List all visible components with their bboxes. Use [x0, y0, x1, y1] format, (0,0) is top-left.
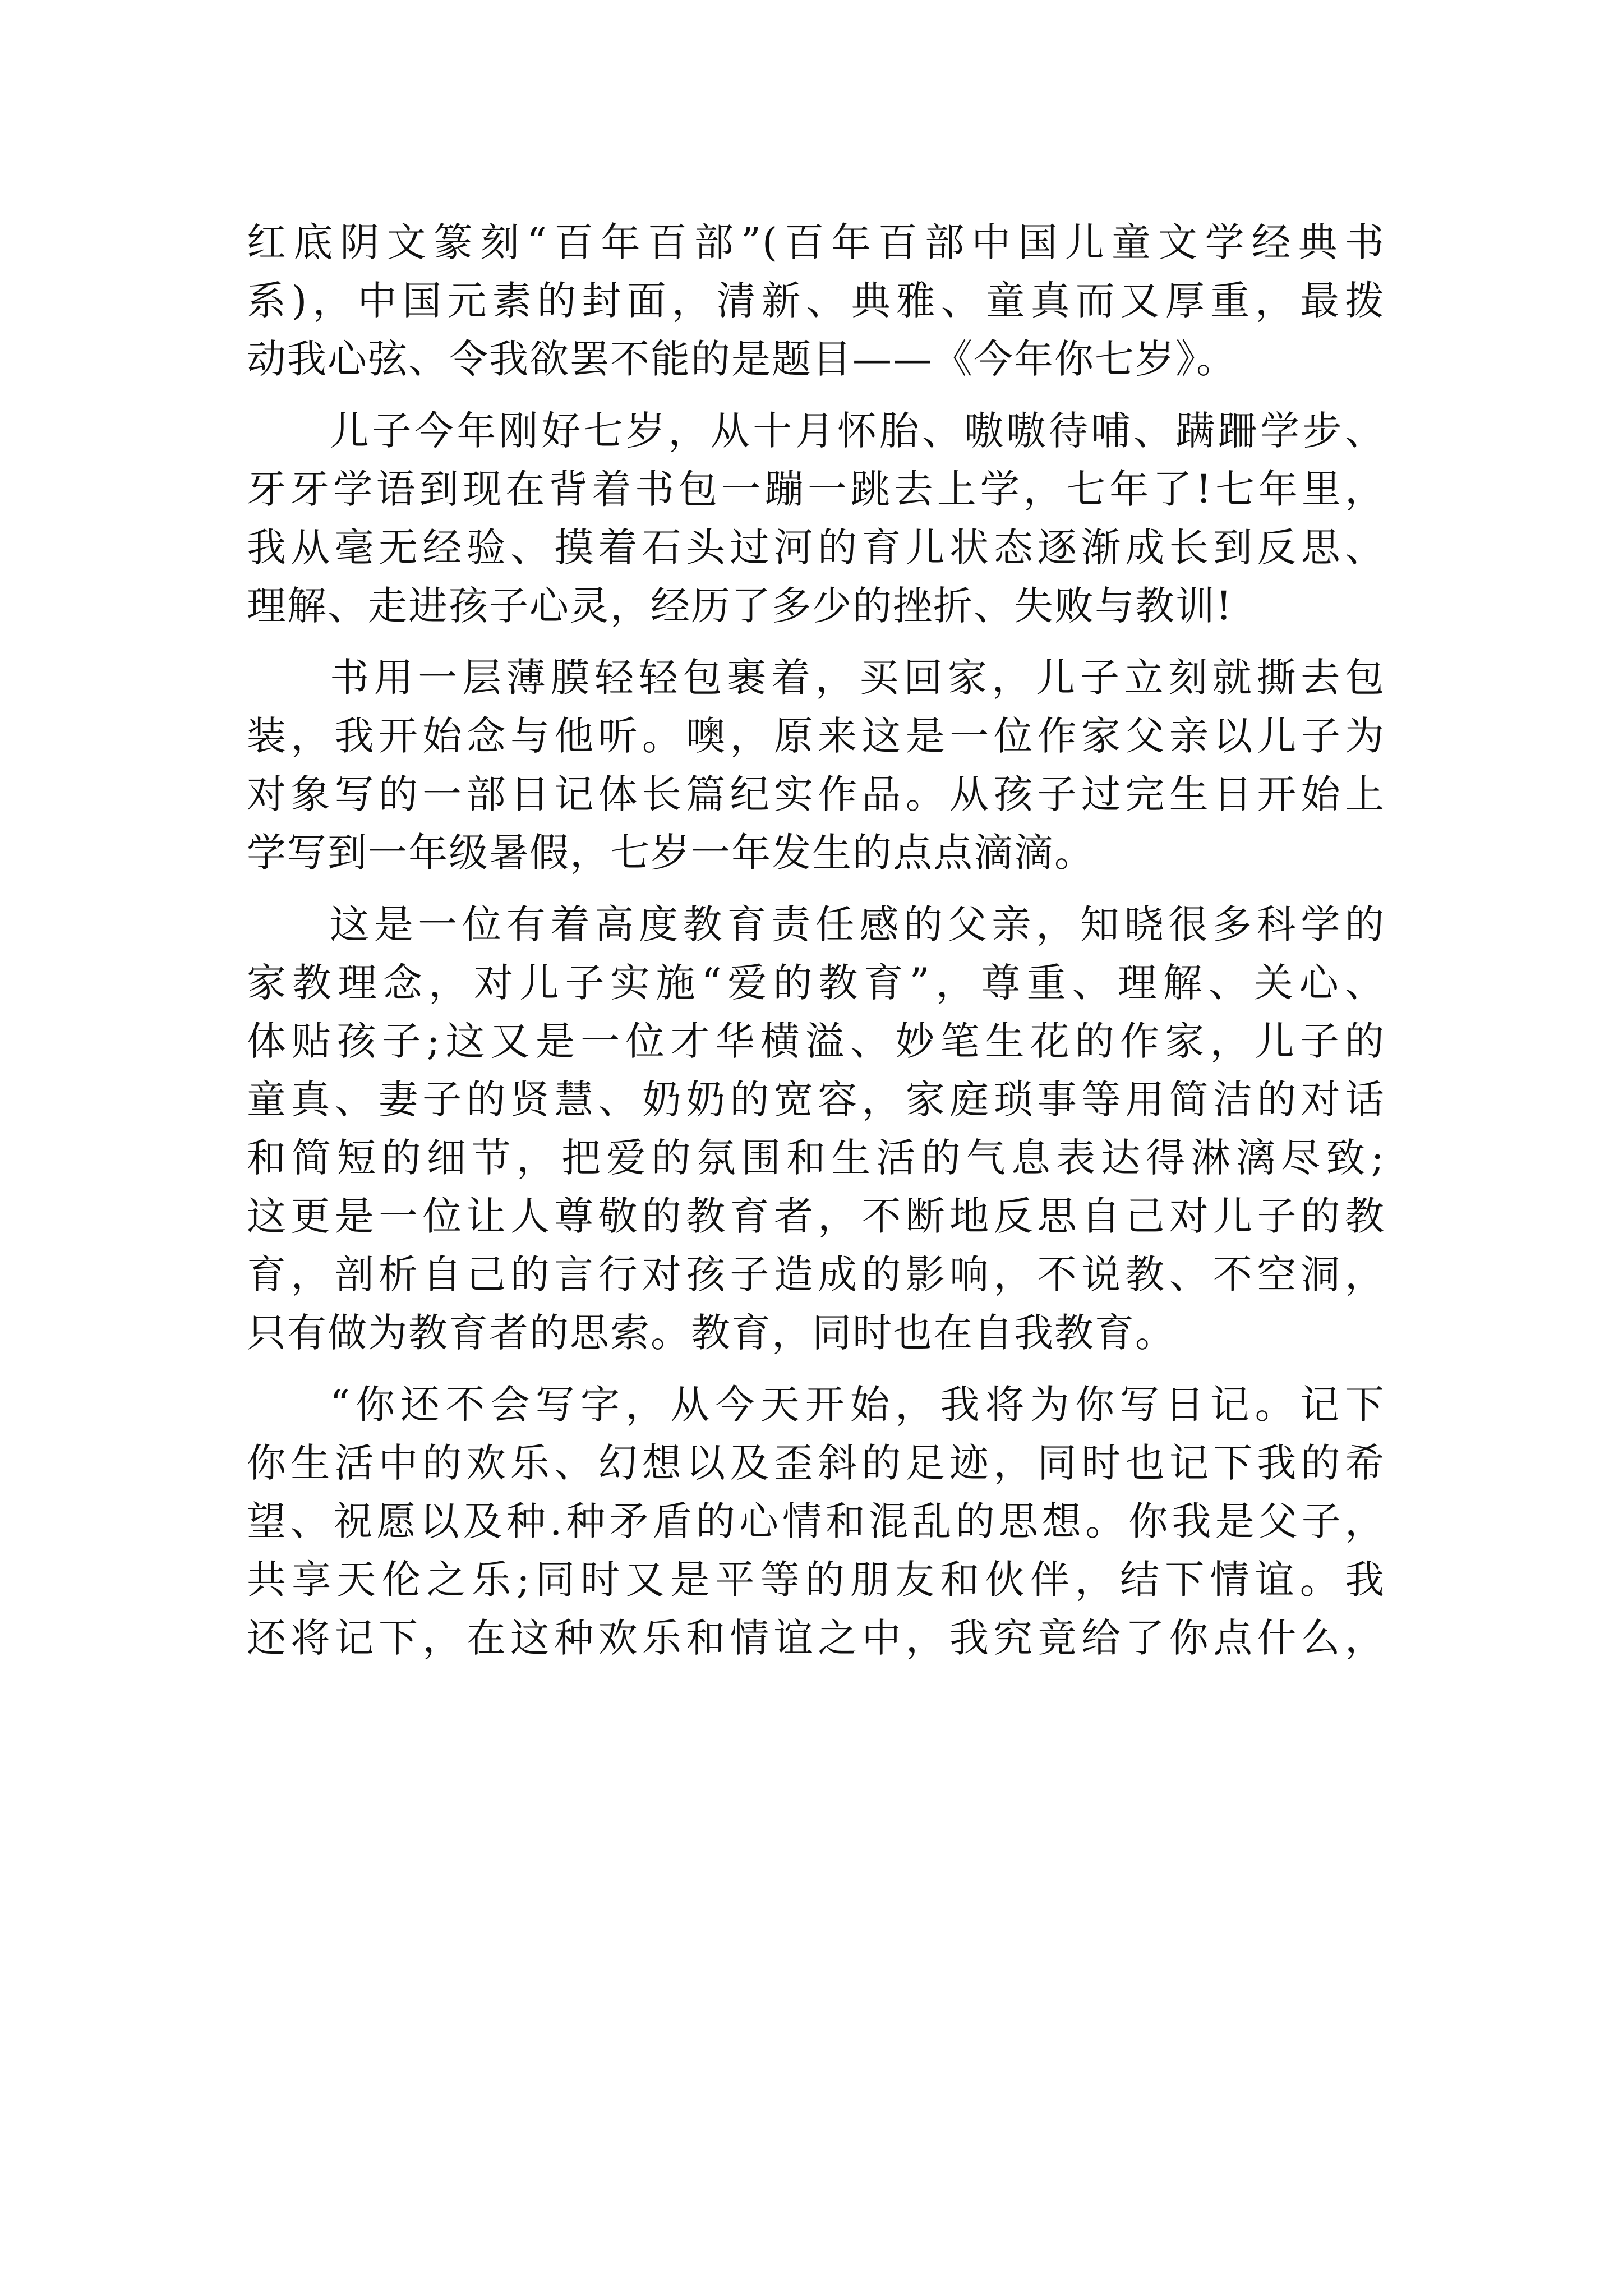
text-line: 共享天伦之乐;同时又是平等的朋友和伙伴，结下情谊。我 — [247, 1557, 1385, 1603]
text-line: 红底阴文篆刻“百年百部”(百年百部中国儿童文学经典书 — [247, 219, 1385, 265]
text-line: 牙牙学语到现在背着书包一蹦一跳去上学，七年了!七年里， — [247, 466, 1385, 512]
text-line: 只有做为教育者的思索。教育，同时也在自我教育。 — [247, 1310, 1175, 1356]
text-line: 学写到一年级暑假，七岁一年发生的点点滴滴。 — [247, 830, 1095, 876]
text-line: 你生活中的欢乐、幻想以及歪斜的足迹，同时也记下我的希 — [247, 1440, 1385, 1486]
paragraph-1 — [247, 213, 1385, 388]
text-line: 家教理念，对儿子实施“爱的教育”，尊重、理解、关心、 — [247, 960, 1385, 1006]
text-line: “你还不会写字，从今天开始，我将为你写日记。记下 — [330, 1382, 1385, 1428]
paragraph-4 — [247, 895, 1385, 1362]
paragraph-3 — [247, 648, 1385, 882]
text-line: 装，我开始念与他听。噢，原来这是一位作家父亲以儿子为 — [247, 713, 1385, 759]
text-line: 这是一位有着高度教育责任感的父亲，知晓很多科学的 — [330, 901, 1385, 947]
text-line: 这更是一位让人尊敬的教育者，不断地反思自己对儿子的教 — [247, 1193, 1385, 1239]
text-line: 儿子今年刚好七岁，从十月怀胎、嗷嗷待哺、蹒跚学步、 — [330, 408, 1385, 454]
text-line: 童真、妻子的贤慧、奶奶的宽容，家庭琐事等用简洁的对话 — [247, 1076, 1385, 1122]
text-line: 还将记下，在这种欢乐和情谊之中，我究竟给了你点什么， — [247, 1615, 1385, 1661]
document-body — [247, 213, 1385, 1681]
text-line: 望、祝愿以及种.种矛盾的心情和混乱的思想。你我是父子， — [247, 1498, 1385, 1544]
text-line: 育，剖析自己的言行对孩子造成的影响，不说教、不空洞， — [247, 1251, 1385, 1297]
text-line: 对象写的一部日记体长篇纪实作品。从孩子过完生日开始上 — [247, 771, 1385, 817]
text-line: 和简短的细节，把爱的氛围和生活的气息表达得淋漓尽致; — [247, 1135, 1385, 1181]
text-line: 系)，中国元素的封面，清新、典雅、童真而又厚重，最拨 — [247, 278, 1385, 324]
text-line: 我从毫无经验、摸着石头过河的育儿状态逐渐成长到反思、 — [247, 524, 1385, 570]
paragraph-2 — [247, 402, 1385, 635]
text-line: 动我心弦、令我欲罢不能的是题目——《今年你七岁》。 — [247, 336, 1237, 382]
paragraph-5 — [247, 1375, 1385, 1667]
text-line: 理解、走进孩子心灵，经历了多少的挫折、失败与教训! — [247, 583, 1233, 629]
text-line: 书用一层薄膜轻轻包裹着，买回家，儿子立刻就撕去包 — [330, 655, 1385, 701]
text-line: 体贴孩子;这又是一位才华横溢、妙笔生花的作家，儿子的 — [247, 1018, 1385, 1064]
